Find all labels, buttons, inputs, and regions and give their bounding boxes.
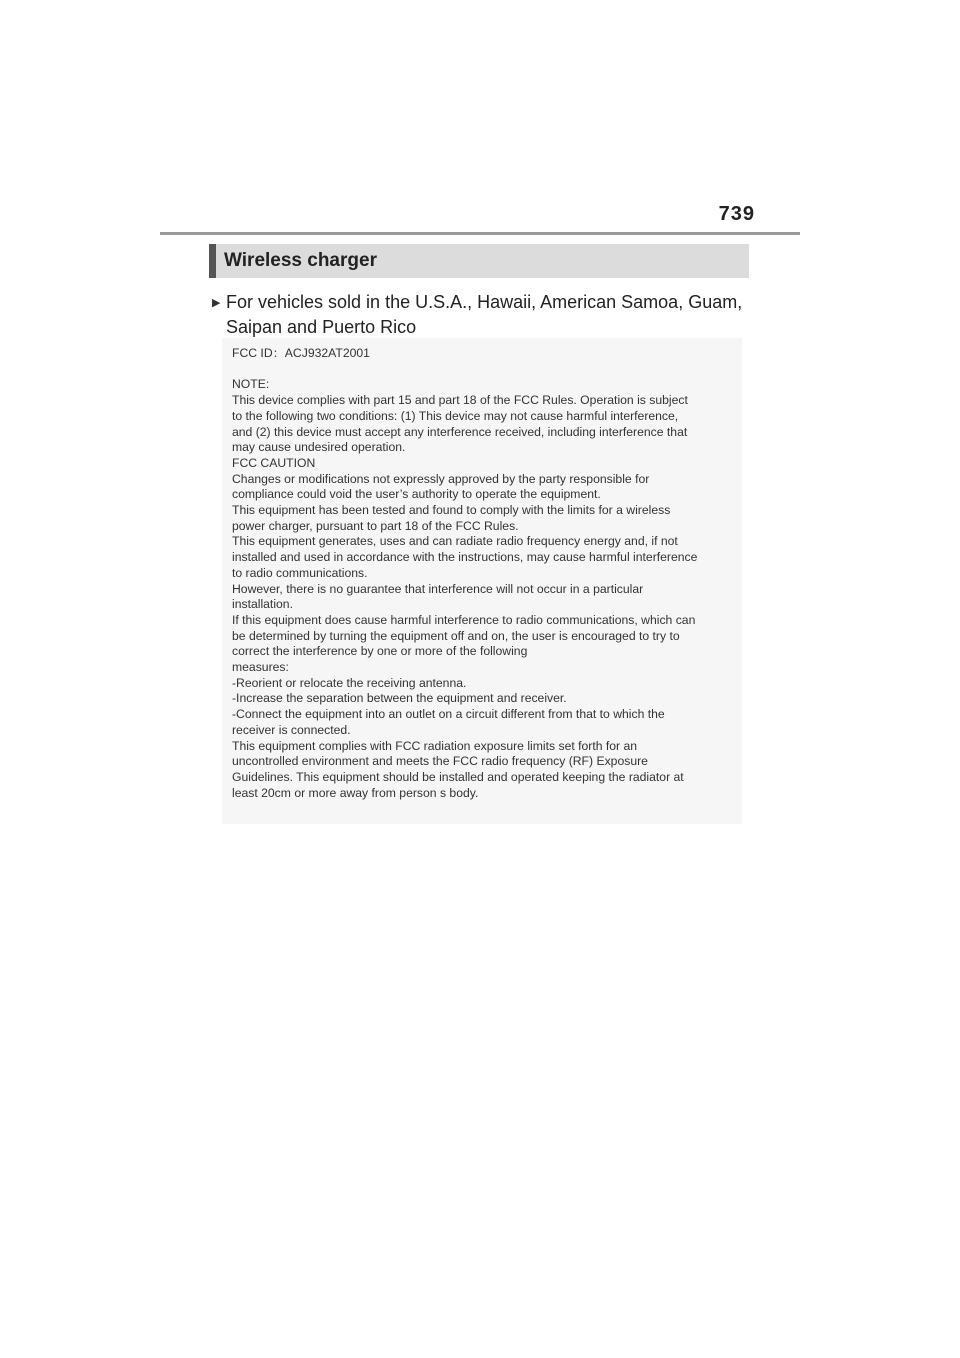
notice-line: measures: — [232, 660, 289, 675]
notice-line: -Increase the separation between the equipment and receiver. — [232, 691, 567, 706]
notice-line: may cause undesired operation. — [232, 440, 406, 455]
notice-line: be determined by turning the equipment off and on, the user is encouraged to try to — [232, 628, 680, 643]
notice-line: If this equipment does cause harmful interference to radio communications, which can — [232, 612, 696, 627]
bullet-arrow-icon: ▶ — [212, 297, 221, 309]
page-number: 739 — [718, 203, 755, 225]
notice-line: FCC CAUTION — [232, 455, 316, 470]
notice-line: receiver is connected. — [232, 722, 351, 737]
notice-line: NOTE: — [232, 377, 270, 392]
notice-line: installation. — [232, 597, 293, 612]
notice-line: However, there is no guarantee that interference will not occur in a particular — [232, 581, 644, 596]
region-line-1: For vehicles sold in the U.S.A., Hawaii, American Samoa, Guam, — [226, 292, 743, 312]
notice-line: Guidelines. This equipment should be installed and operated keeping the radiator at — [232, 769, 684, 784]
notice-spacer — [232, 362, 732, 378]
header-divider — [160, 232, 800, 235]
fcc-id: FCC ID：ACJ932AT2001 — [232, 346, 370, 360]
region-bullet — [212, 290, 752, 340]
notice-line: correct the interference by one or more of the following — [232, 644, 528, 659]
notice-line: and (2) this device must accept any interference received, including interference that — [232, 424, 688, 439]
notice-line: -Connect the equipment into an outlet on a circuit different from that to which the — [232, 707, 665, 722]
notice-line: -Reorient or relocate the receiving antenna. — [232, 675, 467, 690]
section-header — [209, 244, 749, 278]
notice-lines — [232, 377, 732, 801]
notice-line: power charger, pursuant to part 18 of the FCC Rules. — [232, 518, 519, 533]
notice-line: installed and used in accordance with the instructions, may cause harmful interference — [232, 550, 698, 565]
region-line-2: Saipan and Puerto Rico — [226, 317, 417, 337]
fcc-notice-box — [222, 338, 742, 824]
notice-line: uncontrolled environment and meets the FCC radio frequency (RF) Exposure — [232, 754, 648, 769]
notice-line: compliance could void the user’s authority to operate the equipment. — [232, 487, 601, 502]
notice-line: This device complies with part 15 and part 18 of the FCC Rules. Operation is subject — [232, 393, 688, 408]
notice-line: This equipment generates, uses and can radiate radio frequency energy and, if not — [232, 534, 678, 549]
notice-line: Changes or modifications not expressly approved by the party responsible for — [232, 471, 650, 486]
notice-line: This equipment complies with FCC radiation exposure limits set forth for an — [232, 738, 638, 753]
notice-line: This equipment has been tested and found to comply with the limits for a wireless — [232, 503, 671, 518]
notice-line: to the following two conditions: (1) This device may not cause harmful interference, — [232, 408, 679, 423]
section-title: Wireless charger — [224, 250, 377, 271]
notice-line: least 20cm or more away from person s body. — [232, 785, 479, 800]
region-text — [226, 290, 742, 340]
notice-line: to radio communications. — [232, 565, 368, 580]
